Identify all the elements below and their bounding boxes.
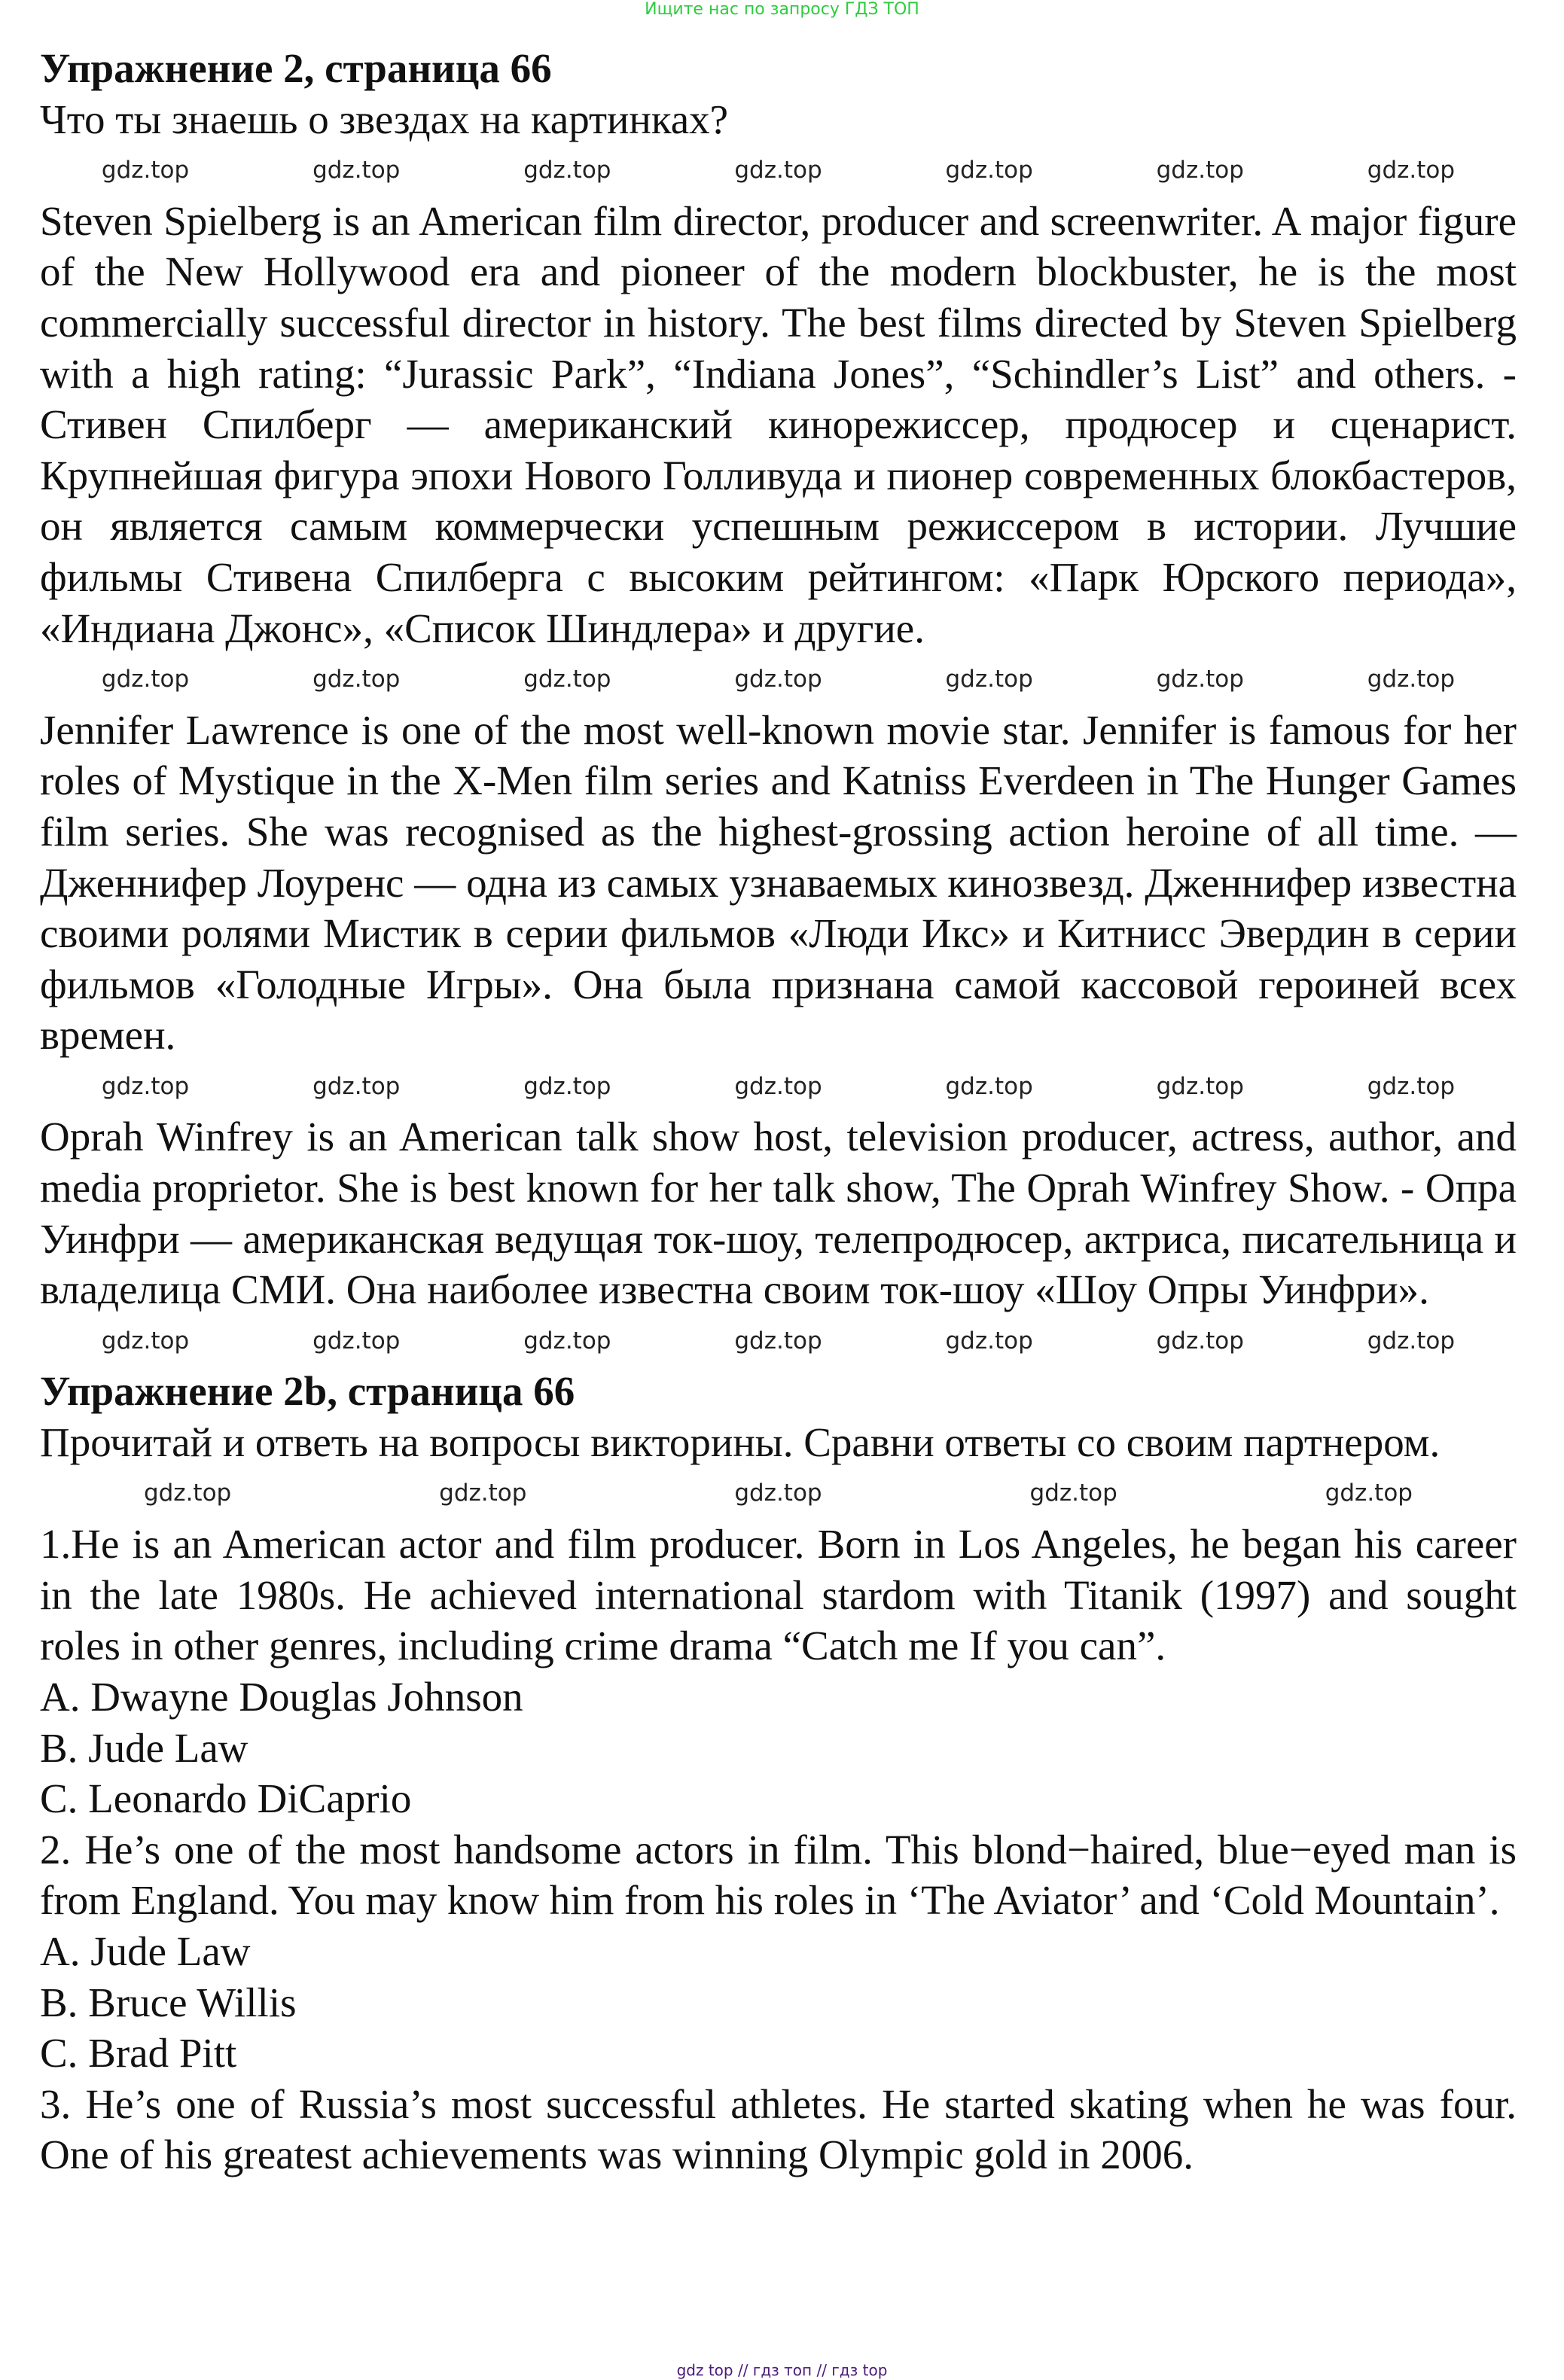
quiz-option: A. Dwayne Douglas Johnson [40,1674,523,1720]
exercise-2-title: Упражнение 2, страница 66 [40,45,552,91]
watermark: gdz.top [312,156,401,184]
exercise-2b-title: Упражнение 2b, страница 66 [40,1368,575,1415]
exercise-2b-prompt: Прочитай и ответь на вопросы викторины. Сравни ответы со своим партнером. [40,1419,1441,1466]
watermark: gdz.top [1325,1480,1413,1507]
spielberg-paragraph: Steven Spielberg is an American film director, producer and screenwriter. A major figure of the New Hollywood era and pioneer of the modern blockbuster, he is the most commercially successful director in history. The best films directed by Steven Spielberg with a high rating: “Jurassic Park”, “Indiana Jones”, “Schindler’s List” and others. - Стивен Спилберг — американский кинорежиссер, продюсер и сценарист. Крупнейшая фигура эпохи Нового Голливуда и пионер современных блокбастеров, он является самым коммерчески успешным режиссером в истории. Лучшие фильмы Стивена Спилберга с высоким рейтингом: «Парк Юрского периода», «Индиана Джонс», «Список Шиндлера» и другие. [40,197,1517,651]
watermark: gdz.top [1367,665,1456,693]
watermark: gdz.top [312,665,401,693]
footer-watermark: gdz top // гдз топ // гдз top [676,2361,888,2379]
watermark: gdz.top [101,1072,190,1100]
quiz-option: C. Brad Pitt [40,2030,237,2077]
watermark: gdz.top [439,1480,527,1507]
watermark: gdz.top [734,1072,822,1100]
watermark: gdz.top [734,156,822,184]
watermark: gdz.top [734,1327,822,1355]
watermark: gdz.top [523,156,611,184]
watermark: gdz.top [945,156,1033,184]
winfrey-paragraph: Oprah Winfrey is an American talk show host, television producer, actress, author, and media proprietor. She is best known for her talk show, The Oprah Winfrey Show. - Опра Уинфри — американская ведущая ток-шоу, телепродюсер, актриса, писательница и владелица СМИ. Она наиболее известна своим ток-шоу «Шоу Опры Уинфри». [40,1114,1517,1313]
quiz-question-3: 3. He’s one of Russia’s most successful athletes. He started skating when he was four. One of his greatest achievements was winning Olympic gold in 2006. [40,2080,1517,2178]
watermark: gdz.top [945,1327,1033,1355]
watermark: gdz.top [101,665,190,693]
watermark: gdz.top [1367,1327,1456,1355]
watermark-row [40,654,1517,705]
search-hint-banner: Ищите нас по запросу ГДЗ ТОП [645,0,919,19]
quiz-option: A. Jude Law [40,1927,251,1974]
watermark: gdz.top [945,1072,1033,1100]
watermark: gdz.top [1367,156,1456,184]
watermark: gdz.top [734,665,822,693]
quiz-option: B. Jude Law [40,1724,248,1771]
watermark: gdz.top [734,1480,822,1507]
quiz-option: B. Bruce Willis [40,1979,297,2025]
watermark: gdz.top [523,1327,611,1355]
watermark: gdz.top [101,1327,190,1355]
watermark: gdz.top [1156,1327,1244,1355]
watermark-row [40,1468,1517,1519]
watermark: gdz.top [1156,665,1244,693]
watermark: gdz.top [523,665,611,693]
watermark: gdz.top [312,1072,401,1100]
watermark: gdz.top [945,665,1033,693]
watermark: gdz.top [101,156,190,184]
watermark: gdz.top [523,1072,611,1100]
exercise-2-prompt: Что ты знаешь о звездах на картинках? [40,96,729,142]
watermark: gdz.top [143,1480,232,1507]
watermark-row [40,145,1517,196]
document-page [40,43,1517,2180]
watermark: gdz.top [1367,1072,1456,1100]
quiz-question-1: 1.He is an American actor and film producer. Born in Los Angeles, he began his career in the late 1980s. He achieved international stardom with Titanik (1997) and sought roles in other genres, including crime drama “Catch me If you can”. [40,1521,1517,1669]
watermark-row [40,1315,1517,1367]
watermark: gdz.top [1156,156,1244,184]
watermark: gdz.top [1156,1072,1244,1100]
watermark-row [40,1061,1517,1112]
quiz-option: C. Leonardo DiCaprio [40,1775,412,1822]
lawrence-paragraph: Jennifer Lawrence is one of the most well-known movie star. Jennifer is famous for her roles of Mystique in the X-Men film series and Katniss Everdeen in The Hunger Games film series. She was recognised as the highest-grossing action heroine of all time. — Дженнифер Лоуренс — одна из самых узнаваемых кинозвезд. Дженнифер известна своими ролями Мистик в серии фильмов «Люди Икс» и Китнисс Эвердин в серии фильмов «Голодные Игры». Она была признана самой кассовой героиней всех времен. [40,706,1517,1059]
quiz-question-2: 2. He’s one of the most handsome actors in film. This blond−haired, blue−eyed man is from England. You may know him from his roles in ‘The Aviator’ and ‘Cold Mountain’. [40,1826,1517,1924]
watermark: gdz.top [312,1327,401,1355]
watermark: gdz.top [1029,1480,1117,1507]
